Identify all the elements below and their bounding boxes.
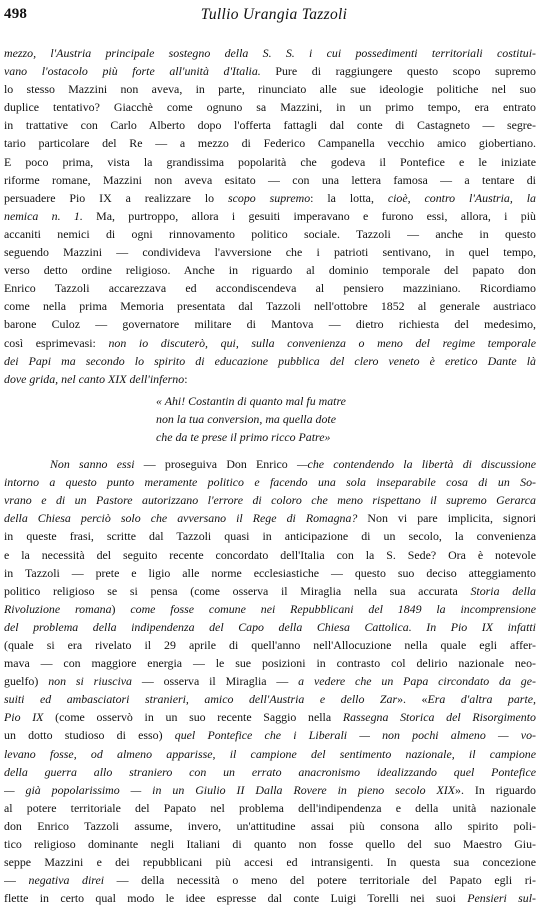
text-span: : [184, 371, 188, 386]
text-line: don Enrico Tazzoli assume, invero, un'attitudine assai più consona allo spirito poli- [4, 818, 536, 833]
text-line: in queste frasi, scritte dal Tazzoli quasi in anticipazione di un secolo, la convenienza [4, 529, 536, 544]
text-span: Pure di raggiungere questo scopo supremo [260, 64, 536, 79]
text-line: intorno a questo punto meramente politico e facendo una sola inseparabile cosa di un So- [4, 475, 536, 490]
text-line [4, 582, 536, 600]
text-line: Enrico Tazzoli accarezzava ed accondiscendeva al pensiero mazziniano. Ricordiamo [4, 281, 536, 296]
text-span: suiti ed ambasciatori stranieri, amico dell'Austria e dello Zar [4, 692, 398, 707]
text-span: Pensieri sul- [467, 891, 536, 906]
text-line [4, 672, 536, 690]
text-line: tico religioso dominante negli Italiani di quanto non fosse quello del suo Maestro Giu- [4, 837, 536, 852]
text-line [4, 871, 536, 889]
text-span: ) [111, 601, 131, 616]
text-line: in trattative con Carlo Alberto dopo l'offerta fattagli dal conte di Castagneto — segre- [4, 118, 536, 133]
verse-line: « Ahi! Costantin di quanto mal fu matre [156, 393, 346, 408]
text-span: un dotto studioso di esso) [4, 728, 175, 743]
text-line: mava — con maggiore energia — le sue posizioni in contrasto col delirio nazionale neo- [4, 656, 536, 671]
text-span: — della necessità o meno del potere territoriale del Papato egli ri- [104, 873, 536, 888]
text-span: ». « [397, 692, 428, 707]
text-span: : la lotta, [310, 190, 388, 205]
text-span: Storia della [470, 583, 536, 598]
text-span: come fosse comune nei Repubblicani del 1849 la incomprensione [130, 601, 536, 616]
text-line: e la necessità del seguito recente concordato dell'Italia con la S. Sede? Ora è notevole [4, 547, 536, 562]
text-span: Pio IX [4, 710, 44, 725]
text-span: vano l'ostacolo più forte all'unità d'Italia. [4, 64, 261, 79]
text-line [4, 600, 536, 618]
running-head: Tullio Urangia Tazzoli [200, 6, 348, 23]
text-line: accaniti nemici di ogni rinnovamento politico sociale. Tazzoli — anche in questo [4, 226, 536, 241]
text-span: Non vi pare implicita, signori [357, 511, 536, 526]
text-span: persuadere Pio IX a realizzare lo [4, 190, 228, 205]
text-line: E poco prima, vista la grandissima popolarità che godeva il Pontefice e le iniziate [4, 154, 536, 169]
text-line: mezzo, l'Austria principale sostegno della S. S. i cui possedimenti territoriali costitui- [4, 46, 536, 60]
text-span: — già popolarissimo — in un Giulio II Dalla Rovere in pieno secolo XIX [4, 782, 455, 797]
text-span: (come osservò in un suo recente Saggio nella [43, 710, 343, 725]
text-span: — [4, 873, 29, 888]
text-span: dove grida, nel canto XIX dell'inferno [4, 371, 185, 386]
text-line [4, 889, 536, 907]
text-span: Non sanno essi [50, 457, 135, 472]
text-span: Ma, purtroppo, allora i gesuiti imperavano e furono essi, allora, i più [82, 208, 536, 223]
text-span: — osserva il Miraglia — [132, 674, 299, 689]
text-line: riforme romane, Mazzini non aveva esitato — con una lettera famosa — a tentare di [4, 172, 536, 187]
text-span: guelfo) [4, 674, 49, 689]
text-span: così esprimevasi: [4, 335, 109, 350]
text-line: seppe Mazzini e dei repubblicani più accesi ed intransigenti. In questa sua concezione [4, 855, 536, 870]
verse-line: non la tua conversion, ma quella dote [156, 411, 336, 426]
text-line [4, 708, 536, 726]
text-span: ». In riguardo [455, 782, 536, 797]
text-span: non si riusciva [48, 674, 132, 689]
text-line: dei Papi ma secondo lo spirito di educazione pubblica del clero veneto è eretico Dante là [4, 353, 536, 368]
text-line: come nella prima Memoria presentata dal Tazzoli nell'ottobre 1852 al generale austriaco [4, 299, 536, 314]
text-line [4, 207, 536, 225]
text-line: vrano e di un Pastore autorizzano l'errore di coloro che meno rispettano il supremo Gerarca [4, 493, 536, 508]
text-line: lo stesso Mazzini non aveva, in parte, rinunciato alle sue ideologie politiche nel suo [4, 82, 536, 97]
verse-quotation [4, 392, 536, 446]
text-line: in Tazzoli — prete e ligio alle norme ecclesiastiche — questo suo deciso atteggiamento [4, 565, 536, 580]
text-line: barone Culoz — governatore militare di Mantova — dietro richiesta del medesimo, [4, 317, 536, 332]
text-line: al potere territoriale del Papato nel problema dell'indipendenza e della unità nazionale [4, 800, 536, 815]
text-line: duplice tentativo? Giacchè come ognuno sa Mazzini, in un primo tempo, era entrato [4, 100, 536, 115]
text-span: scopo supremo [228, 190, 311, 205]
text-line [4, 690, 536, 708]
text-span: Rivoluzione romana [4, 601, 112, 616]
text-line [4, 726, 536, 744]
text-line: levano fosse, od almeno apparisse, il campione del sentimento nazionale, il campione [4, 746, 536, 761]
text-span: Rassegna Storica del Risorgimento [342, 710, 536, 725]
verse-line: che da te prese il primo ricco Patre» [156, 429, 331, 444]
text-line [4, 62, 536, 80]
text-span: cioè, contro l'Austria, la [387, 190, 536, 205]
text-line [4, 509, 536, 527]
text-span: della Chiesa perciò solo che avversano il Rege di Romagna? [4, 511, 358, 526]
body-text [4, 44, 536, 907]
text-span: flette in certo qual modo le idee espresse dal conte Luigi Torelli nei suoi [4, 891, 468, 906]
text-line: verso detto ordine religioso. Anche in riguardo al dominio temporale del papato don [4, 263, 536, 278]
text-line [4, 334, 536, 352]
text-span: negativa direi [28, 873, 105, 888]
text-span: a vedere che un Papa circondato da ge- [298, 674, 536, 689]
text-span: quel Pontefice che i Liberali — non pochi almeno — vo- [174, 728, 536, 743]
text-line: tario particolare del Re — a mezzo di Federico Campanella vecchio amico giobertiano. [4, 136, 536, 151]
text-span: — proseguiva Don Enrico [134, 457, 297, 472]
text-span: Era d'altra parte, [427, 692, 536, 707]
text-line [4, 455, 536, 473]
text-span: politico religioso se si pensa (come osserva il Miraglia nella sua accurata [4, 583, 471, 598]
page-header [4, 4, 544, 28]
text-line [4, 189, 536, 207]
text-line: seguendo Mazzini — condivideva l'avversione che i patrioti sentivano, in quel tempo, [4, 245, 536, 260]
text-line: del problema della indipendenza del Capo della Chiesa Cattolica. In Pio IX infatti [4, 619, 536, 634]
text-line [4, 781, 536, 799]
text-line: della guerra allo straniero con un errato anacronismo idealizzando quel Pontefice [4, 764, 536, 779]
page-number: 498 [4, 6, 28, 22]
text-line [4, 370, 536, 388]
text-span: nemica n. 1. [4, 208, 83, 223]
text-span: —che contendendo la libertà di discussione [296, 457, 536, 472]
text-span: non io discuterò, qui, sulla convenienza o meno del regime temporale [108, 335, 536, 350]
text-line: (quale si era rivelato il 29 aprile di quell'anno nell'Allocuzione nella quale egli affer- [4, 638, 536, 652]
